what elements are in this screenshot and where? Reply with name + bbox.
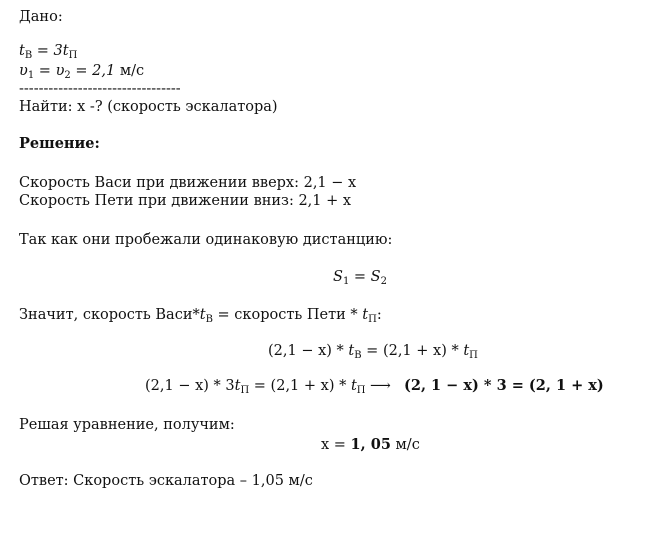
find-line: Найти: x -? (скорость эскалатора) (19, 99, 278, 115)
given-equation-speed: $\upsilon_1 = \upsilon_2 = 2,1$ м/с (19, 63, 145, 81)
equation-a: $(2,1 - x) * t_В = (2,1 + x) * t_П$ (268, 343, 478, 361)
solution-header: Решение: (19, 135, 100, 152)
petya-speed-line: Скорость Пети при движении вниз: 2,1 + x (19, 193, 352, 209)
same-distance-line: Так как они пробежали одинаковую дистанцию: (19, 232, 393, 248)
given-separator: --------------------------------- (19, 81, 181, 97)
equation-b: $(2,1 - x) * 3t_П = (2,1 + x) * t_П$ (145, 378, 366, 396)
distance-equation: $S_1 = S_2$ (333, 269, 387, 287)
implies-arrow-icon: ⟶ (370, 378, 391, 394)
given-header: Дано: (19, 9, 63, 25)
equation-b-simplified: (2, 1 − x) * 3 = (2, 1 + x) (404, 377, 604, 394)
vasya-speed-line: Скорость Васи при движении вверх: 2,1 − x (19, 175, 357, 191)
answer-line: Ответ: Скорость эскалатора – 1,05 м/с (19, 473, 313, 489)
solving-line: Решая уравнение, получим: (19, 417, 235, 433)
given-equation-time: $t_В = 3t_П$ (19, 43, 78, 61)
means-line: Значит, скорость $Васи*t_В$ = скорость Пети * $t_П$: (19, 307, 382, 325)
result-equation: x = 1, 05 м/с (321, 436, 420, 453)
